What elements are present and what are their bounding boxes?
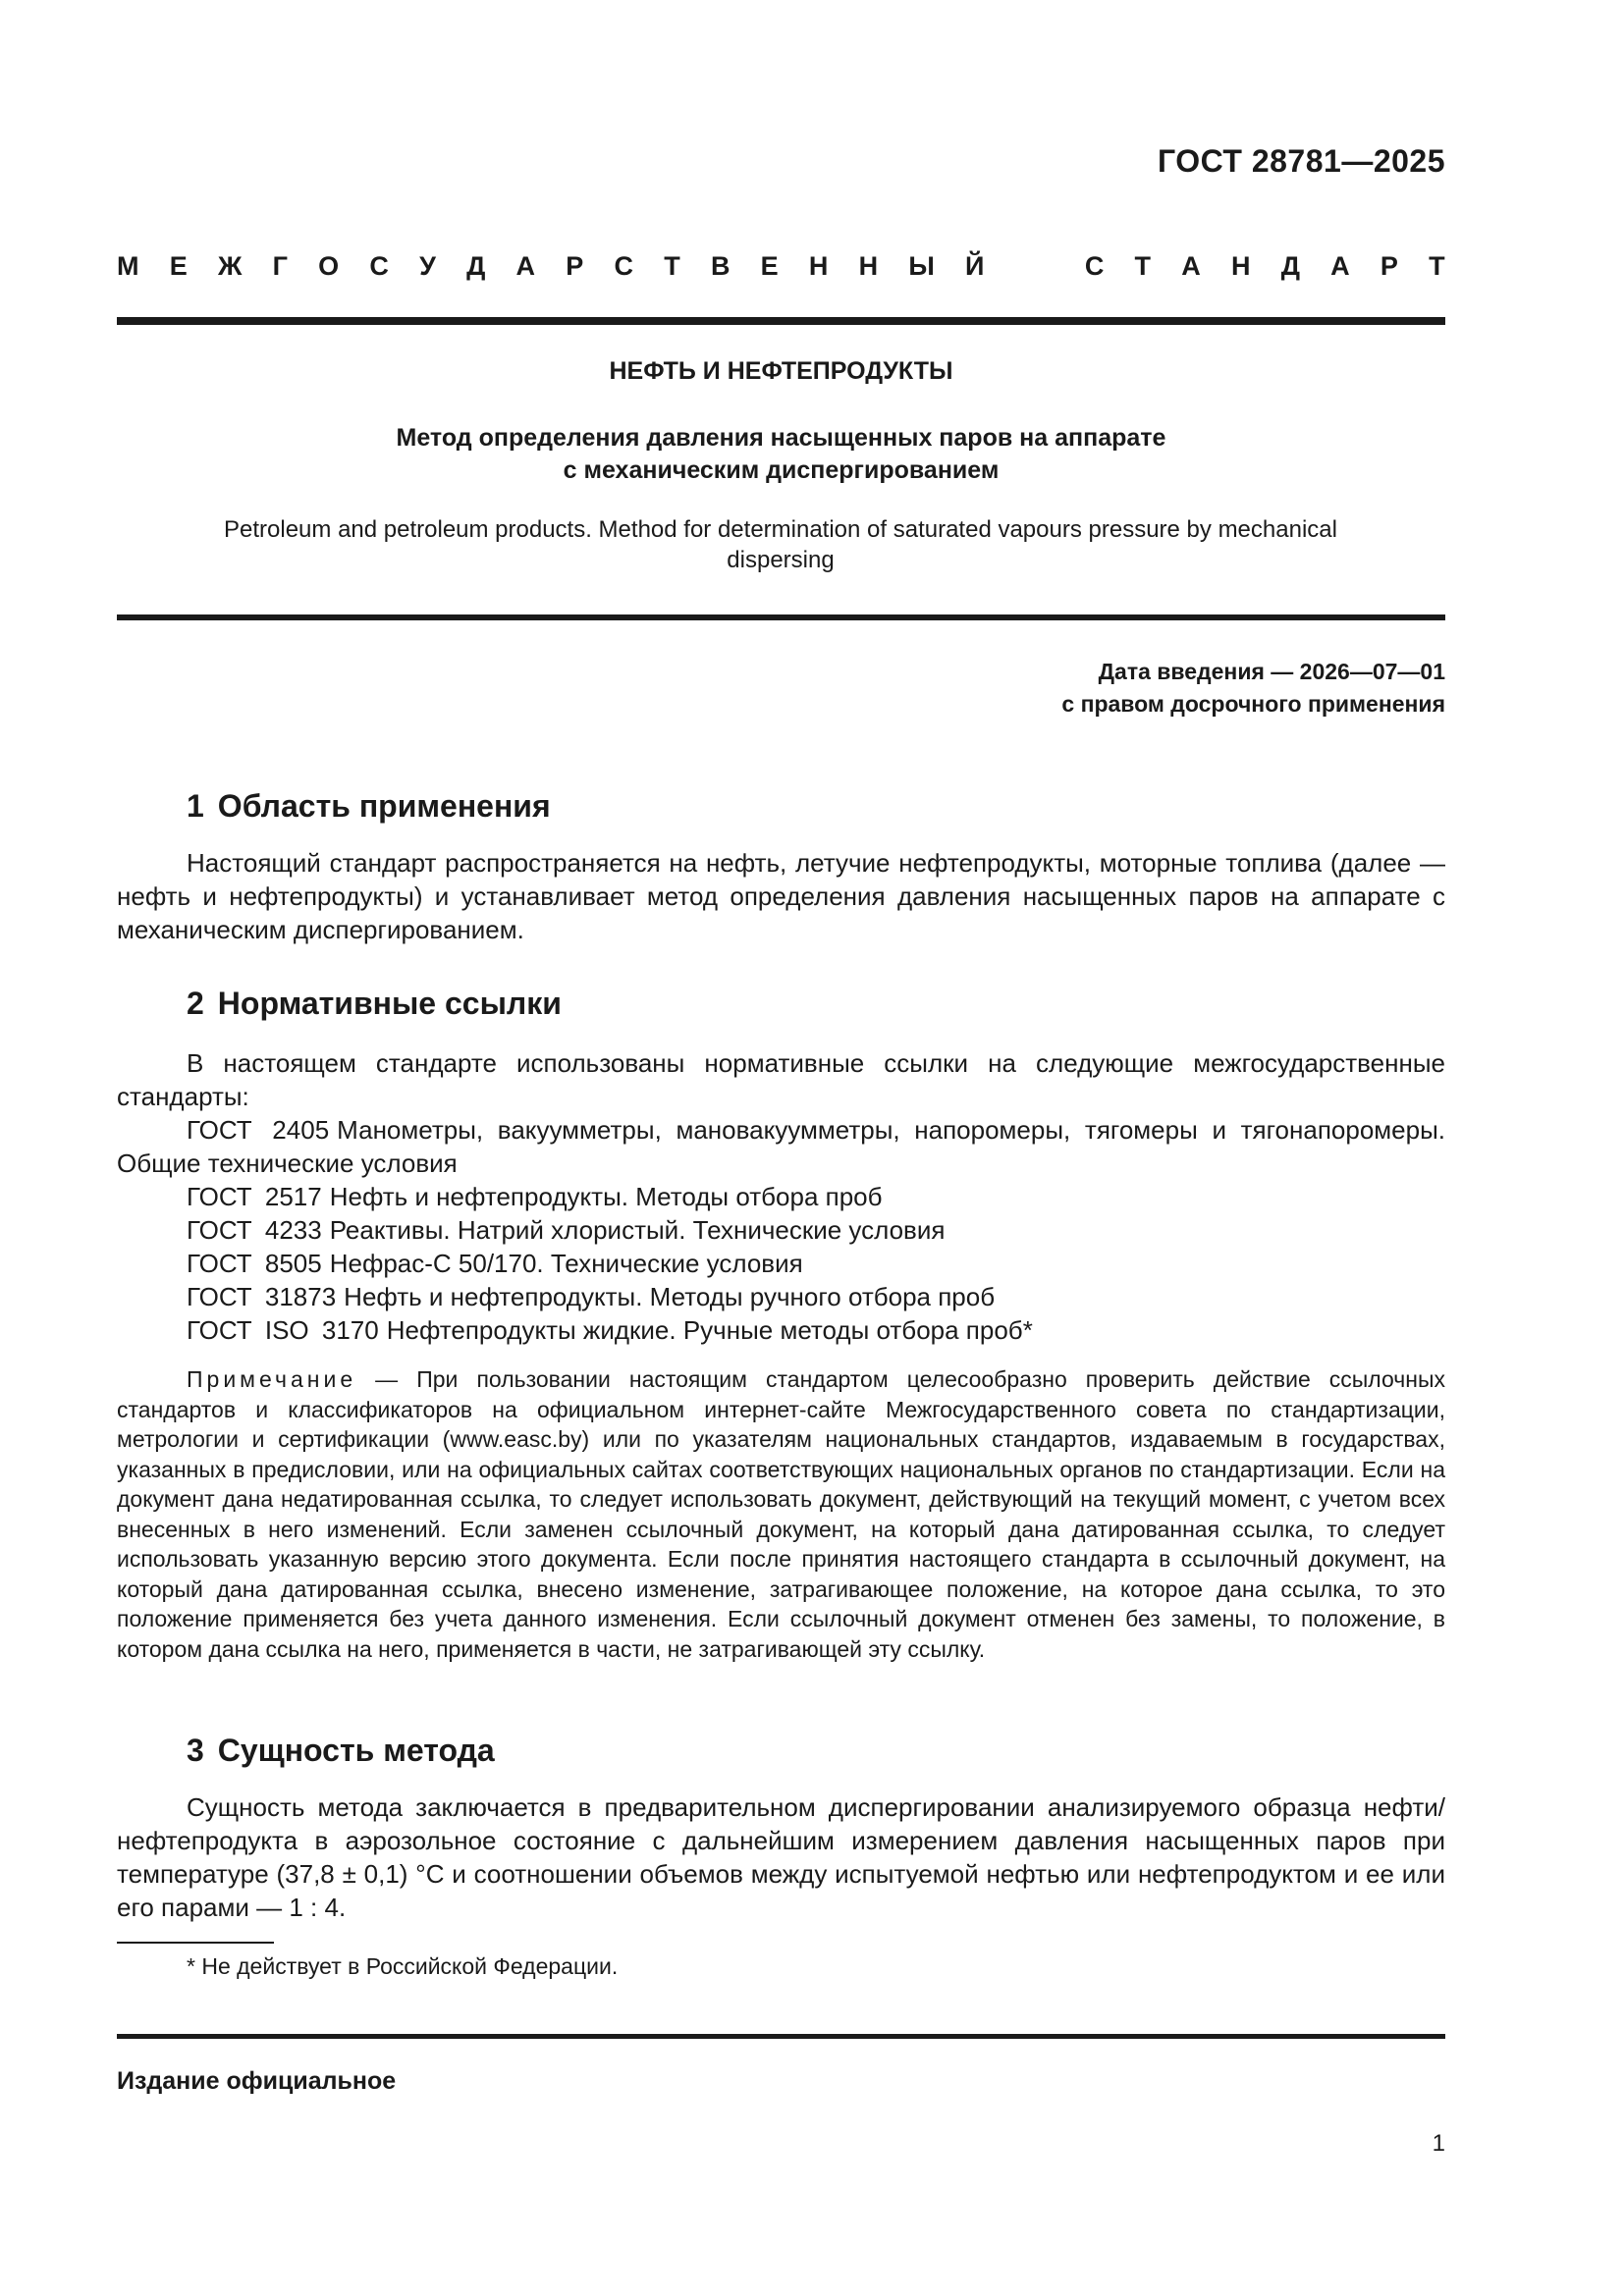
section-3-heading [187,1733,495,1769]
reference-code: ГОСТ ISO 3170 [187,1315,379,1345]
standard-type-letter: Т [1429,251,1445,281]
standard-type-letter: Й [964,251,985,281]
section-number: 3 [187,1733,204,1768]
note-label: Примечание [187,1366,357,1392]
early-application-note: с правом досрочного применения [1061,691,1445,717]
standard-type-letter: Т [1134,251,1152,281]
standard-type-letter: Н [1230,251,1251,281]
reference-title: Манометры, вакуумметры, мановакуумметры, напоромеры, тягомеры и тягонапоромеры. Общие технические условия [117,1115,1445,1178]
standard-type-letter: О [318,251,340,281]
standard-type-letter: Т [664,251,680,281]
standard-type-letter: В [710,251,731,281]
reference-title: Нефть и нефтепродукты. Методы ручного отбора проб [344,1282,996,1311]
standard-type-letter: А [1330,251,1350,281]
introduction-date-block [1061,656,1445,721]
reference-item [117,1313,1445,1347]
reference-item [117,1213,1445,1247]
section-2-intro-block [117,1046,1445,1113]
reference-title: Нефтепродукты жидкие. Ручные методы отбора проб* [386,1315,1033,1345]
word-gap [1015,251,1055,282]
section-1-heading [187,788,551,825]
page-number: 1 [1432,2130,1445,2157]
section-3-text-block [117,1790,1445,1924]
subtitle-line: с механическим диспергированием [563,456,1000,484]
reference-code: ГОСТ 4233 [187,1215,322,1245]
note-text: — При пользовании настоящим стандартом целесообразно проверить действие ссылочных стандартов и классификаторов на официальном интернет-сайте Межгосударственного совета по стандартизации, метрологии и сертификации (www.easc.by) или по указателям национальных стандартов, издаваемым в государствах, указанных в предисловии, или на официальных сайтах соответствующих национальных органов по стандартизации. Если на документ дана недатированная ссылка, то следует использовать документ, действующий на текущий момент, с учетом всех внесенных в него изменений. Если заменен ссылочный документ, на который дана датированная ссылка, то следует использовать указанную версию этого документа. Если после принятия настоящего стандарта в ссылочный документ, на который дана датированная ссылка, внесено изменение, затрагивающее положение, на которое дана ссылка, то это положение применяется без учета данного изменения. Если ссылочный документ отменен без замены, то положение, в котором дана ссылка на него, применяется в части, не затрагивающей эту ссылку. [117,1366,1445,1662]
reference-item [117,1247,1445,1280]
section-2-heading [187,986,562,1022]
reference-item [117,1280,1445,1313]
reference-title: Нефть и нефтепродукты. Методы отбора проб [329,1182,883,1211]
official-edition-label: Издание официальное [117,2067,397,2095]
standard-type-letter: Е [169,251,188,281]
standard-type-letter: Н [858,251,879,281]
section-1-text-block [117,846,1445,946]
standard-type-letter: С [614,251,633,281]
standard-type-heading [117,251,1445,282]
section-title: Область применения [217,788,551,824]
standard-type-letter: Г [272,251,288,281]
section-number: 1 [187,788,204,824]
standard-type-letter: Р [1380,251,1398,281]
standard-type-letter: А [1181,251,1201,281]
reference-code: ГОСТ 2517 [187,1182,322,1211]
top-divider [117,317,1445,325]
document-title: НЕФТЬ И НЕФТЕПРОДУКТЫ [609,357,953,385]
standard-type-letter: Д [1280,251,1300,281]
note-block [117,1364,1445,1664]
subtitle-line: Метод определения давления насыщенных паров на аппарате [396,424,1166,452]
standard-type-letter: Д [466,251,486,281]
bottom-divider [117,2034,1445,2039]
document-subtitle [117,422,1445,487]
introduction-date: Дата введения — 2026—07—01 [1098,659,1445,684]
section-1-text: Настоящий стандарт распространяется на нефть, летучие нефтепродукты, моторные топлива (далее — нефть и нефтепродукты) и устанавливает метод определения давления насыщенных паров на аппарате с механическим диспергированием. [117,848,1445,944]
standard-type-letter: Е [760,251,779,281]
reference-item [117,1180,1445,1213]
reference-code: ГОСТ 31873 [187,1282,337,1311]
reference-code: ГОСТ 8505 [187,1249,322,1278]
standard-type-letter: С [1084,251,1105,281]
reference-title: Реактивы. Натрий хлористый. Технические условия [329,1215,946,1245]
english-title: Petroleum and petroleum products. Method for determination of saturated vapours pressure by mechanical dispersing [224,516,1337,573]
section-2-intro: В настоящем стандарте использованы нормативные ссылки на следующие межгосударственные стандарты: [117,1048,1445,1111]
standard-type-letter: Ж [217,251,243,281]
footnote: * Не действует в Российской Федерации. [187,1953,619,1979]
document-number: ГОСТ 28781—2025 [1157,143,1445,179]
reference-title: Нефрас-С 50/170. Технические условия [329,1249,803,1278]
standard-type-letter: А [515,251,536,281]
standard-type-letter: М [117,251,139,281]
footnote-separator [117,1942,274,1944]
standard-type-letter: Н [808,251,829,281]
section-title: Нормативные ссылки [217,986,562,1021]
standard-type-letter: Ы [908,251,935,281]
standard-type-letter: Р [566,251,584,281]
reference-code: ГОСТ 2405 [187,1115,330,1145]
reference-item [117,1113,1445,1180]
standard-type-letter: У [419,251,436,281]
section-number: 2 [187,986,204,1021]
section-title: Сущность метода [217,1733,495,1768]
section-3-text: Сущность метода заключается в предварительном диспергировании анализируемого образца нефти/нефтепродукта в аэрозольное состояние с дальнейшим измерением давления насыщенных паров при температуре (37,8 ± 0,1) °C и соотношении объемов между испытуемой нефтью или нефтепродуктом и ее или его парами — 1 : 4. [117,1792,1445,1922]
standard-type-letter: С [369,251,389,281]
title-divider [117,614,1445,620]
